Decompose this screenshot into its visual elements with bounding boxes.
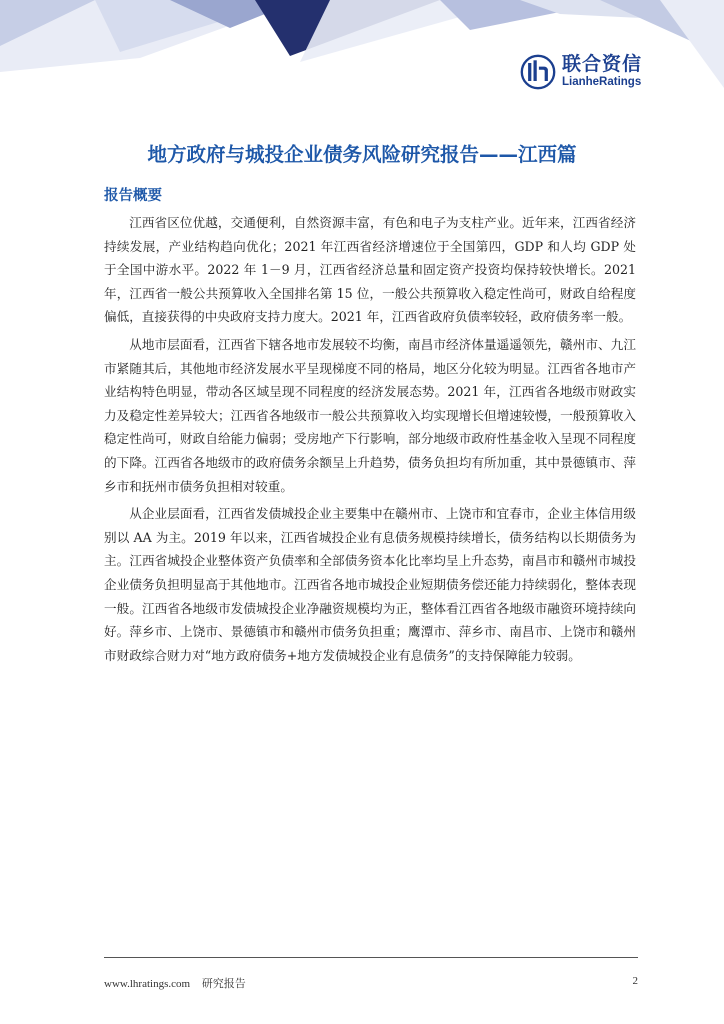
summary-paragraph-2: 从地市层面看，江西省下辖各地市发展较不均衡，南昌市经济体量遥遥领先，赣州市、九江市紧随其后，其他地市经济发展水平呈现梯度不同的格局，地区分化较为明显。江西省各地市产业结构特色明显，带动各区域呈现不同程度的经济发展态势。2021 年，江西省各地级市财政实力及稳定性差异较大；江西省各地级市一般公共预算收入均实现增长但增速较慢，一般预算收入稳定性尚可，财政自给能力偏弱；受房地产下行影响，部分地级市政府性基金收入呈现不同程度的下降。江西省各地级市的政府债务余额呈上升趋势，债务负担均有所加重，其中景德镇市、萍乡市和抚州市债务负担相对较重。 [104, 336, 636, 494]
logo-chinese-name: 联合资信 [561, 53, 642, 76]
footer-report-label: 研究报告 [201, 978, 246, 990]
footer-info [104, 975, 246, 991]
summary-body [104, 211, 636, 671]
lianhe-logo-icon [520, 54, 556, 90]
summary-paragraph-1: 江西省区位优越，交通便利，自然资源丰富，有色和电子为支柱产业。近年来，江西省经济持续发展，产业结构趋向优化；2021 年江西省经济增速位于全国第四，GDP 和人均 GDP 处于全国中游水平。2022 年 1－9 月，江西省经济总量和固定资产投资均保持较快增长。2021 年，江西省一般公共预算收入全国排名第 15 位，一般公共预算收入稳定性尚可，财政自给程度偏低，直接获得的中央政府支持力度大。2021 年，江西省政府负债率较轻，政府债务率一般。 [104, 215, 636, 325]
footer-divider [104, 957, 638, 958]
summary-paragraph-3: 从企业层面看，江西省发债城投企业主要集中在赣州市、上饶市和宜春市，企业主体信用级别以 AA 为主。2019 年以来，江西省城投企业有息债务规模持续增长，债务结构以长期债务为主。江西省城投企业整体资产负债率和全部债务资本化比率均呈上升态势，南昌市和赣州市城投企业债务负担明显高于其他地市。江西省各地市城投企业短期债务偿还能力持续弱化，整体表现一般。江西省各地级市发债城投企业净融资规模均为正，整体看江西省各地级市融资环境持续向好。萍乡市、上饶市、景德镇市和赣州市债务负担重；鹰潭市、萍乡市、南昌市、上饶市和赣州市财政综合财力对“地方政府债务+地方发债城投企业有息债务”的支持保障能力较弱。 [104, 506, 636, 663]
footer-website-link[interactable]: www.lhratings.com [104, 978, 191, 990]
section-heading-summary: 报告概要 [104, 188, 162, 204]
report-title: 地方政府与城投企业债务风险研究报告——江西篇 [147, 143, 577, 166]
logo-english-name: LianheRatings [561, 76, 642, 89]
page-number: 2 [632, 975, 638, 987]
lianhe-logo [520, 54, 642, 90]
